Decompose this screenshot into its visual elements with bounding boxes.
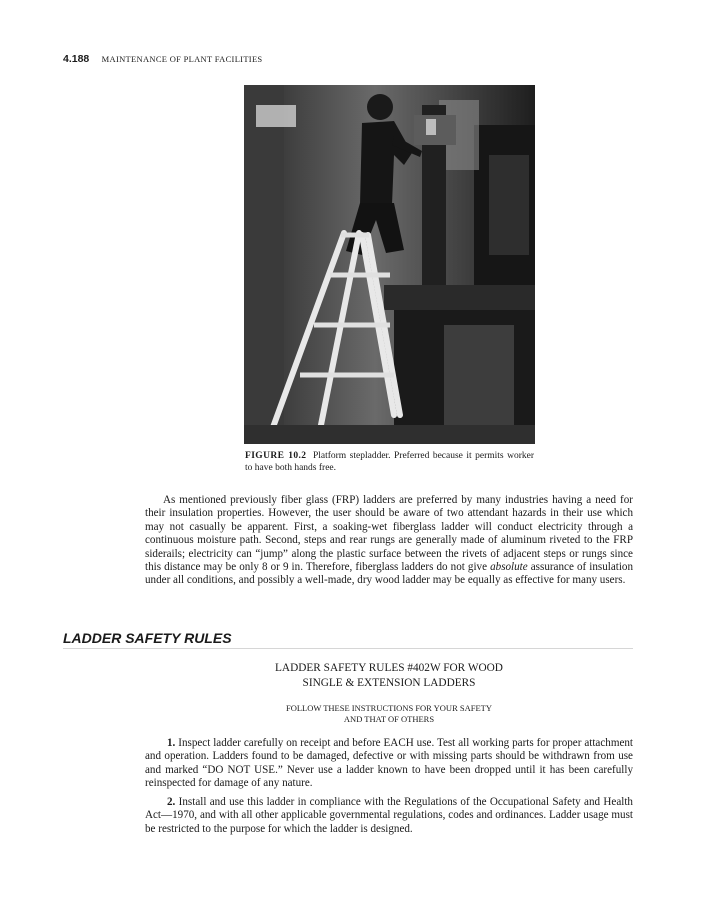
running-title: MAINTENANCE OF PLANT FACILITIES <box>101 54 263 64</box>
rules-title-line-2: SINGLE & EXTENSION LADDERS <box>302 677 476 689</box>
worker-on-ladder-illustration <box>244 85 535 444</box>
rule-item-2 <box>145 796 633 836</box>
figure-photo <box>244 85 535 444</box>
rules-subtitle <box>145 703 633 725</box>
rule-number: 2. <box>167 796 176 808</box>
rule-number: 1. <box>167 737 176 749</box>
running-head <box>63 53 262 65</box>
rule-text: Install and use this ladder in compliance with the Regulations of the Occupational Safety and Health Act—1970, and with all other applicable governmental regulations, codes and ordinances. Ladder usage must be restricted to the purpose for which the ladder is designed. <box>145 796 633 835</box>
rules-subtitle-line-2: AND THAT OF OTHERS <box>343 713 435 724</box>
rules-title <box>145 661 633 691</box>
rules-subtitle-line-1: FOLLOW THESE INSTRUCTIONS FOR YOUR SAFETY <box>286 703 492 713</box>
section-heading: LADDER SAFETY RULES <box>63 630 633 649</box>
body-paragraph <box>145 494 633 588</box>
figure-caption-text: Platform stepladder. Preferred because it permits worker to have both hands free. <box>245 451 534 473</box>
paragraph-text-1: As mentioned previously fiber glass (FRP) ladders are preferred by many industries having a need for their insulation properties. However, the user should be aware of two attendant hazards in their use which may not casually be apparent. First, a soaking-wet fiberglass ladder will conduct electricity through a continuous moisture path. Second, steps and rear rungs are generally made of aluminum riveted to the FRP siderails; electricity can “jump” along the plastic surface between the rivets of adjacent steps or rungs since this distance may be only 8 or 9 in. Therefore, fiberglass ladders do not give <box>145 494 633 574</box>
figure-caption <box>245 451 534 474</box>
emphasis-absolute: absolute <box>490 561 528 574</box>
rules-title-line-1: LADDER SAFETY RULES #402W FOR WOOD <box>275 662 503 674</box>
paragraph-text-2: assurance of insulation under all conditions, and possibly a well-made, dry wood ladder may be equally as effective for many users. <box>145 561 634 587</box>
figure-label: FIGURE 10.2 <box>245 451 307 461</box>
rule-text: Inspect ladder carefully on receipt and before EACH use. Test all working parts for proper attachment and operation. Ladders found to be damaged, defective or with missing parts should be withdrawn from use and marked “DO NOT USE.” Never use a ladder known to have been dropped until it has been carefully reinspected for damage of any nature. <box>145 737 633 790</box>
page-number: 4.188 <box>63 53 90 65</box>
rule-item-1 <box>145 737 633 791</box>
